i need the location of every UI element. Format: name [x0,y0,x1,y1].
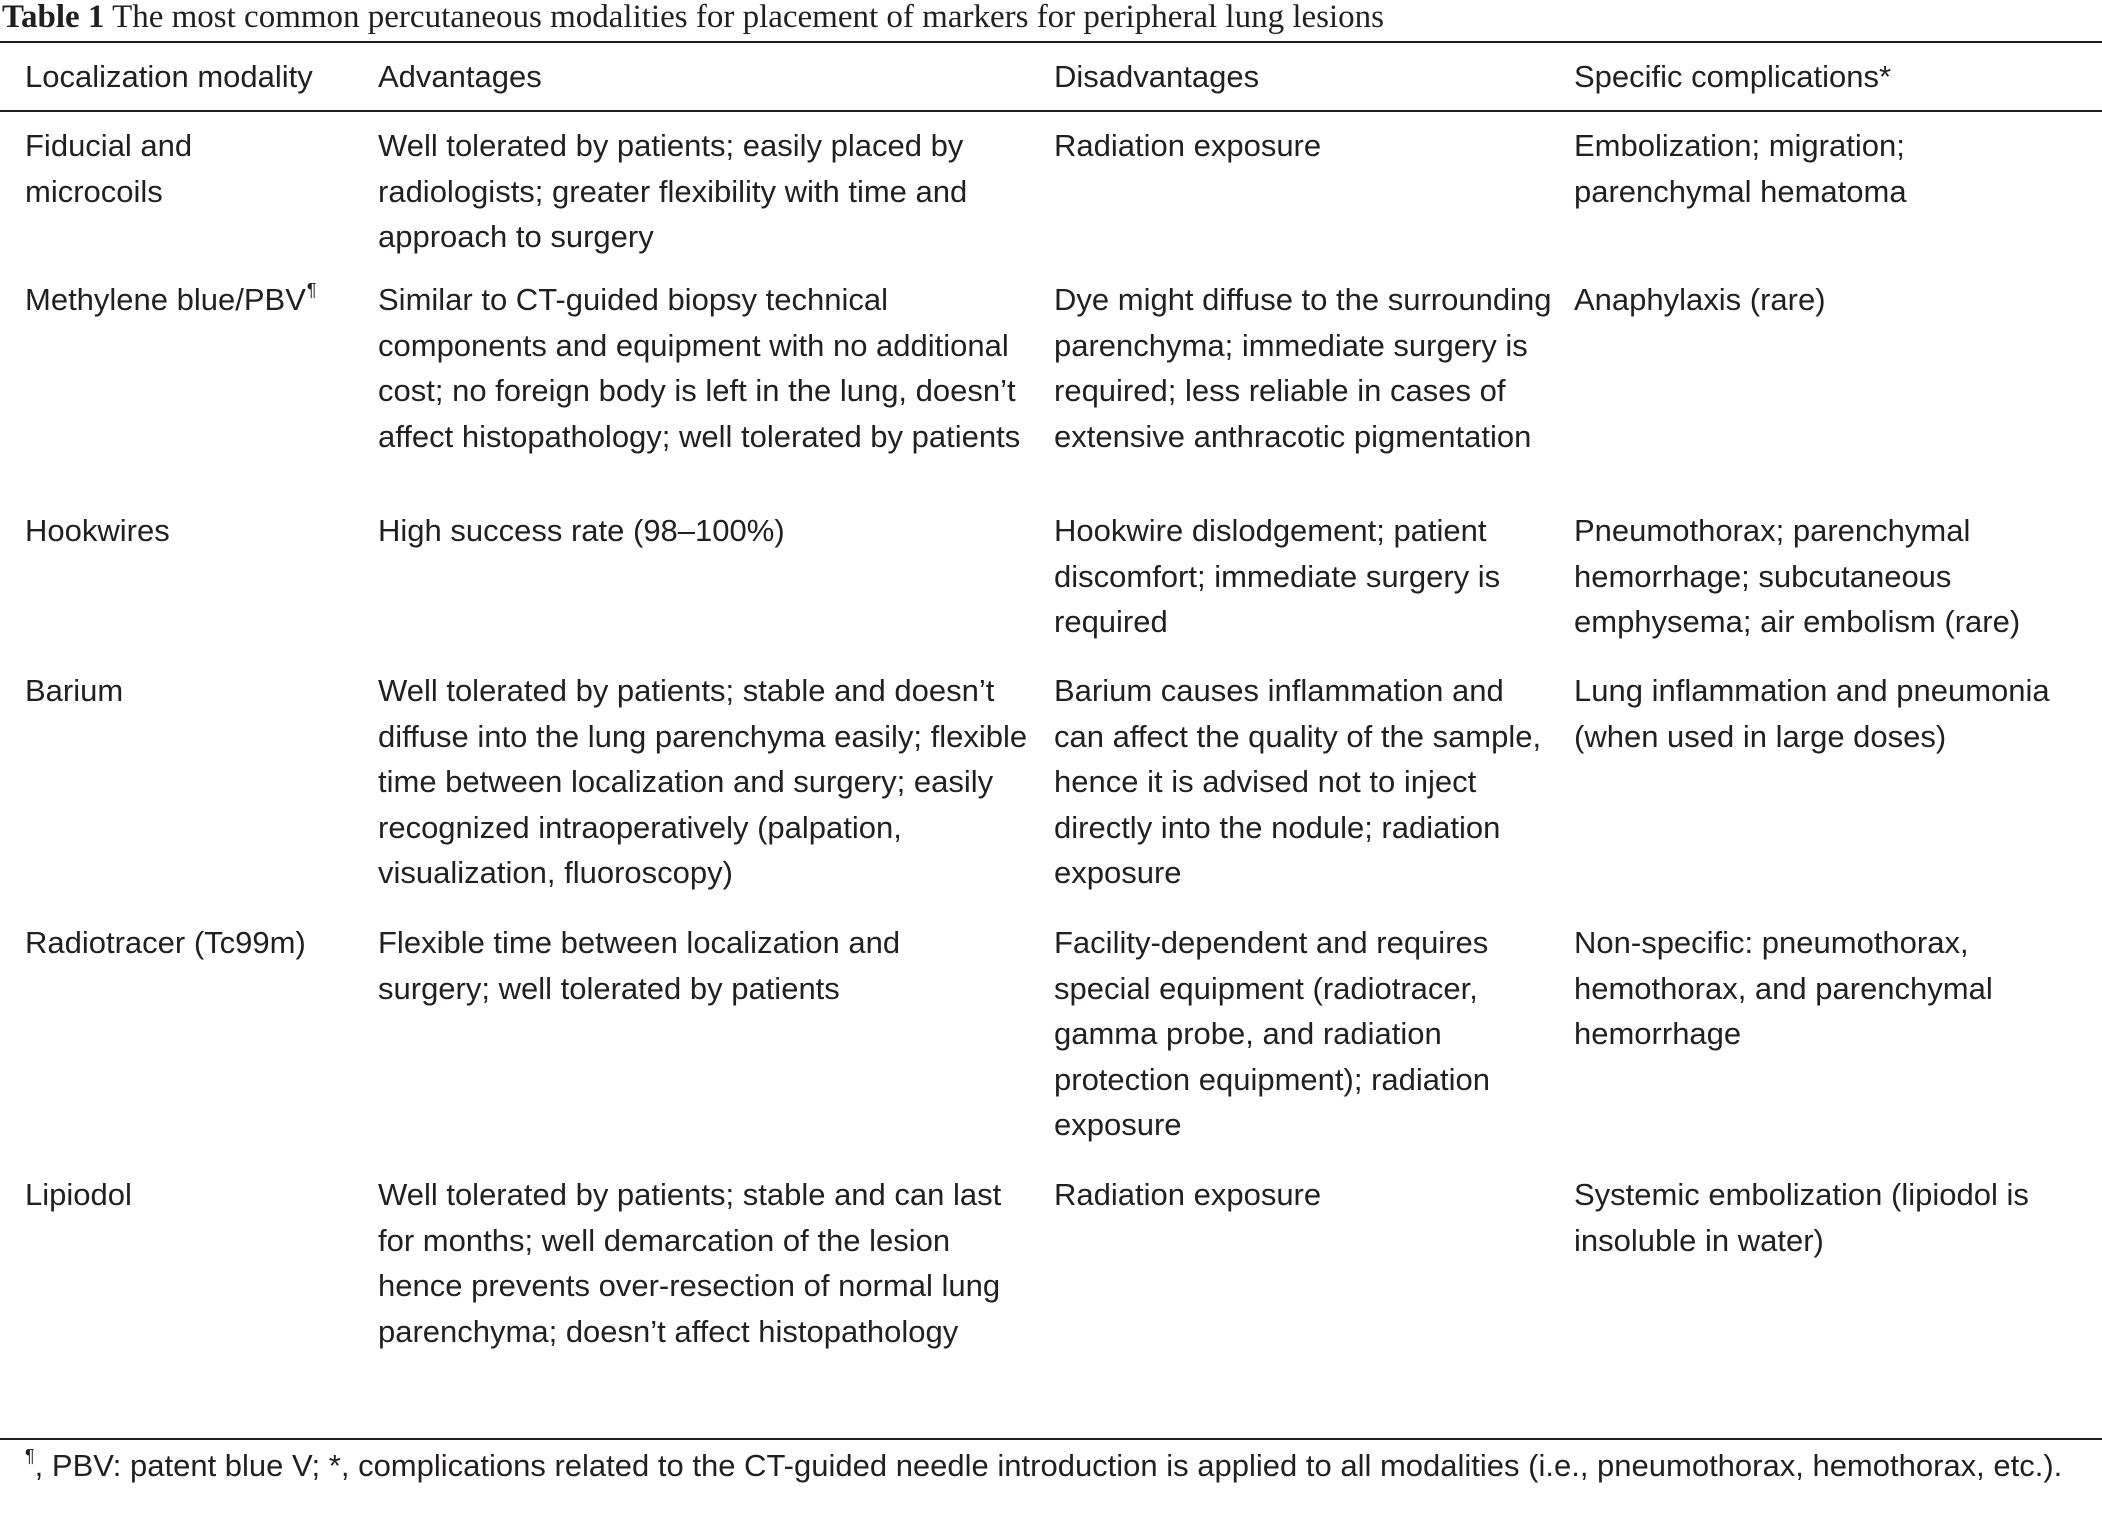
table-row [0,1172,2102,1424]
cell-complications: Pneumothorax; parenchymal hemorrhage; subcutaneous emphysema; air embolism (rare) [1574,513,2021,639]
cell-modality-text: Radiotracer (Tc99m) [25,925,306,960]
cell-advantages: Well tolerated by patients; easily placed by radiologists; greater flexibility with time and approach to surgery [378,128,968,254]
column-header-advantages: Advantages [378,59,542,94]
cell-modality [0,272,378,508]
cell-modality [0,668,378,920]
cell-modality-text: Fiducial and microcoils [25,128,193,209]
cell-disadvantages: Facility-dependent and requires special equipment (radiotracer, gamma probe, and radiation protection equipment); radiation exposure [1054,925,1490,1142]
cell-advantages: Flexible time between localization and surgery; well tolerated by patients [378,925,901,1006]
cell-modality-text: Hookwires [25,513,170,548]
table-header-row [0,43,2102,112]
cell-modality [0,1172,378,1424]
cell-disadvantages: Hookwire dislodgement; patient discomfort; immediate surgery is required [1054,513,1501,639]
footnote-marker: ¶ [306,280,317,300]
column-header-complications: Specific complications* [1574,59,1892,94]
cell-advantages: Similar to CT-guided biopsy technical components and equipment with no additional cost; no foreign body is left in the lung, doesn’t affect histopathology; well tolerated by patients [378,282,1021,454]
footnote-marker: ¶ [25,1446,35,1466]
data-table [0,43,2102,1424]
table-bottom-rule [0,1438,2102,1440]
cell-advantages: Well tolerated by patients; stable and doesn’t diffuse into the lung parenchyma easily; flexible time between localization and surgery; easily recognized intraoperatively (palpation, visualization, fluoroscopy) [378,673,1028,890]
cell-complications: Embolization; migration; parenchymal hematoma [1574,128,1907,209]
table-row [0,920,2102,1172]
cell-modality [0,920,378,1172]
column-header-modality: Localization modality [25,59,313,94]
table-caption [2,0,1384,38]
cell-modality-text: Lipiodol [25,1177,132,1212]
cell-modality-text: Methylene blue/PBV [25,282,306,317]
cell-disadvantages: Radiation exposure [1054,1177,1322,1212]
cell-disadvantages: Dye might diffuse to the surrounding parenchyma; immediate surgery is required; less reliable in cases of extensive anthracotic pigmentation [1054,282,1552,454]
cell-modality [0,112,378,272]
footnote-text: , PBV: patent blue V; *, complications related to the CT-guided needle introduction is applied to all modalities (i.e., pneumothorax, hemothorax, etc.). [34,1448,2063,1483]
column-header-disadvantages: Disadvantages [1054,59,1260,94]
cell-complications: Anaphylaxis (rare) [1574,282,1826,317]
cell-complications: Lung inflammation and pneumonia (when used in large doses) [1574,673,2050,754]
cell-complications: Systemic embolization (lipiodol is insoluble in water) [1574,1177,2029,1258]
table-row [0,668,2102,920]
table-caption-label: Table 1 [2,0,105,35]
table-row [0,112,2102,272]
cell-disadvantages: Barium causes inflammation and can affect the quality of the sample, hence it is advised not to inject directly into the nodule; radiation exposure [1054,673,1542,890]
cell-complications: Non-specific: pneumothorax, hemothorax, and parenchymal hemorrhage [1574,925,1993,1051]
table-row [0,508,2102,668]
cell-advantages: High success rate (98–100%) [378,513,785,548]
cell-modality-text: Barium [25,673,124,708]
table-footnote [25,1443,2077,1489]
cell-modality [0,508,378,668]
cell-disadvantages: Radiation exposure [1054,128,1322,163]
cell-advantages: Well tolerated by patients; stable and can last for months; well demarcation of the lesion hence prevents over-resection of normal lung parenchyma; doesn’t affect histopathology [378,1177,1002,1349]
table-caption-text: The most common percutaneous modalities for placement of markers for peripheral lung lesions [112,0,1385,35]
table-row [0,272,2102,508]
